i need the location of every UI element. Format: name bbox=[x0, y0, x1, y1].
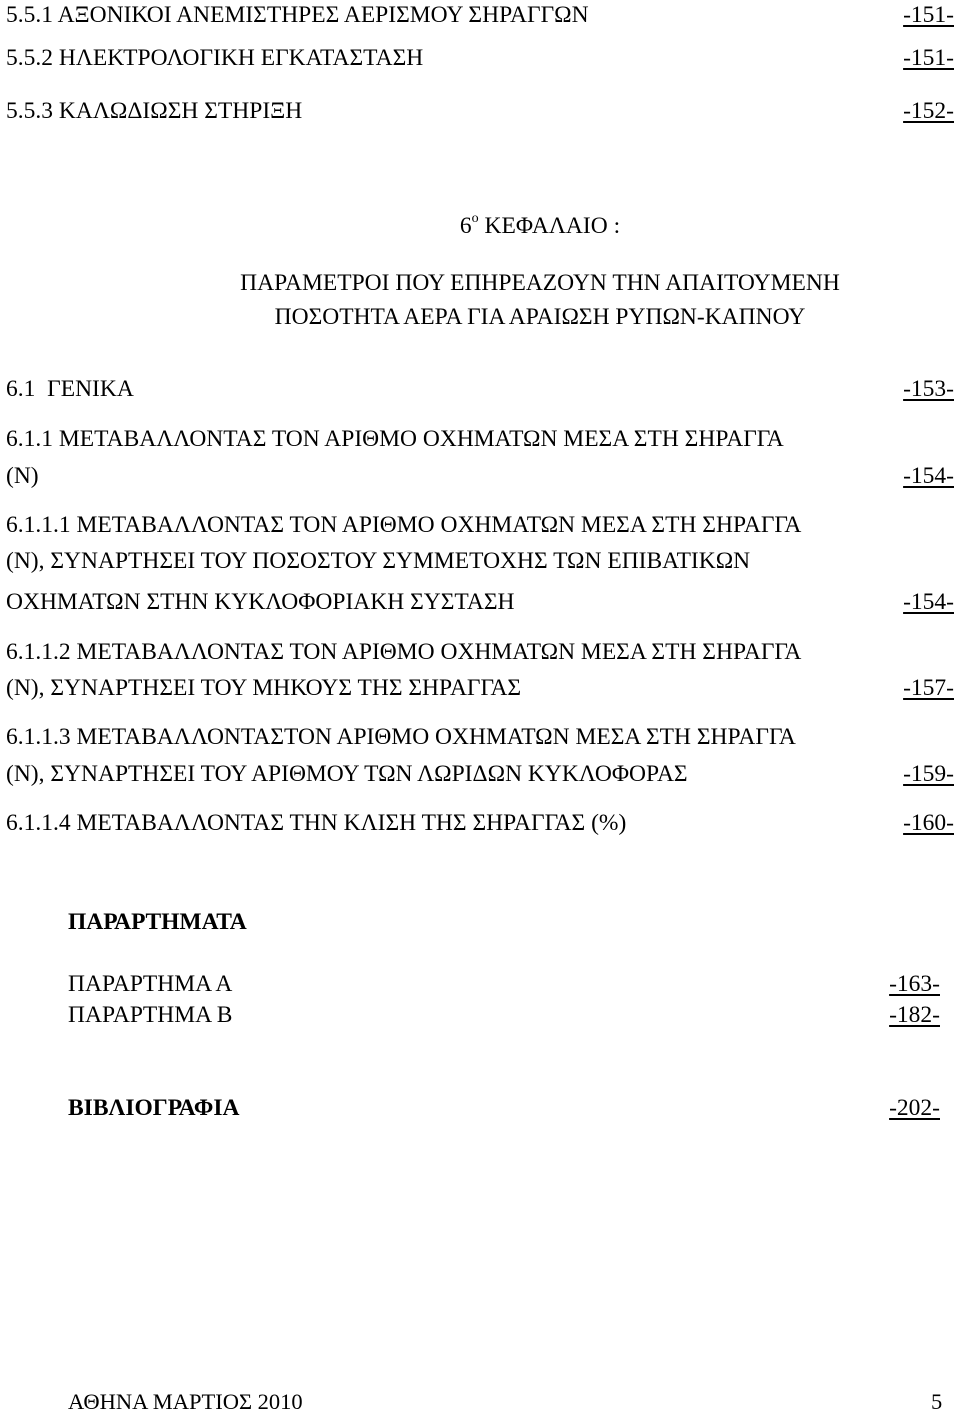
chapter-superscript: ο bbox=[471, 211, 479, 226]
toc-entry-page: -202- bbox=[889, 1095, 940, 1121]
toc-entry-appendix-a[interactable] bbox=[68, 969, 940, 999]
toc-entry-5-5-1[interactable] bbox=[6, 0, 954, 30]
toc-entry-5-5-2[interactable] bbox=[6, 43, 954, 73]
toc-entry-page: -157- bbox=[903, 675, 954, 701]
toc-entry-text: ΟΧΗΜΑΤΩΝ ΣΤΗΝ ΚΥΚΛΟΦΟΡΙΑΚΗ ΣΥΣΤΑΣΗ bbox=[6, 589, 515, 615]
toc-entry-page: -152- bbox=[903, 98, 954, 124]
toc-entry-text: 6.1.1.1 ΜΕΤΑΒΑΛΛΟΝΤΑΣ ΤΟΝ ΑΡΙΘΜΟ ΟΧΗΜΑΤΩΝ ΜΕΣΑ ΣΤΗ ΣΗΡΑΓΓΑ bbox=[6, 512, 802, 538]
toc-entry-6-1-1-line-2[interactable] bbox=[6, 461, 954, 491]
toc-entry-page: -163- bbox=[889, 971, 940, 997]
toc-entry-page: -153- bbox=[903, 376, 954, 402]
chapter-heading bbox=[0, 204, 960, 243]
chapter-title-line-2: ΠΟΣΟΤΗΤΑ ΑΕΡΑ ΓΙΑ ΑΡΑΙΩΣΗ ΡΥΠΩΝ-ΚΑΠΝΟΥ bbox=[274, 304, 806, 330]
footer-location-date: ΑΘΗΝΑ ΜΑΡΤΙΟΣ 2010 bbox=[68, 1389, 303, 1414]
toc-entry-6-1-1-2-line-2[interactable] bbox=[6, 673, 954, 703]
toc-entry-6-1-1-3-line-1[interactable] bbox=[6, 722, 954, 752]
toc-entry-page: -159- bbox=[903, 761, 954, 787]
toc-entry-text: 5.5.2 ΗΛΕΚΤΡΟΛΟΓΙΚΗ ΕΓΚΑΤΑΣΤΑΣΗ bbox=[6, 45, 424, 71]
toc-entry-page: -160- bbox=[903, 810, 954, 836]
toc-entry-text: 6.1.1.2 ΜΕΤΑΒΑΛΛΟΝΤΑΣ ΤΟΝ ΑΡΙΘΜΟ ΟΧΗΜΑΤΩΝ ΜΕΣΑ ΣΤΗ ΣΗΡΑΓΓΑ bbox=[6, 639, 802, 665]
toc-entry-5-5-3[interactable] bbox=[6, 96, 954, 126]
appendices-heading bbox=[68, 907, 940, 937]
toc-entry-text: 5.5.3 ΚΑΛΩΔΙΩΣΗ ΣΤΗΡΙΞΗ bbox=[6, 98, 303, 124]
toc-entry-6-1-1-line-1[interactable] bbox=[6, 424, 954, 454]
toc-entry-page: -151- bbox=[903, 2, 954, 28]
toc-entry-text: (Ν) bbox=[6, 463, 39, 489]
toc-entry-page: -154- bbox=[903, 589, 954, 615]
toc-entry-text: (Ν), ΣΥΝΑΡΤΗΣΕΙ ΤΟΥ ΠΟΣΟΣΤΟΥ ΣΥΜΜΕΤΟΧΗΣ ΤΩΝ ΕΠΙΒΑΤΙΚΩΝ bbox=[6, 548, 751, 574]
toc-entry-page: -154- bbox=[903, 463, 954, 489]
toc-entry-text: 6.1.1.3 ΜΕΤΑΒΑΛΛΟΝΤΑΣΤΟΝ ΑΡΙΘΜΟ ΟΧΗΜΑΤΩΝ ΜΕΣΑ ΣΤΗ ΣΗΡΑΓΓΑ bbox=[6, 724, 796, 750]
footer-page-number: 5 bbox=[931, 1389, 943, 1414]
toc-entry-6-1-1-1-line-2[interactable] bbox=[6, 546, 954, 576]
toc-entry-page: -151- bbox=[903, 45, 954, 71]
appendices-heading-text: ΠΑΡΑΡΤΗΜΑΤΑ bbox=[68, 909, 247, 935]
toc-entry-text: ΒΙΒΛΙΟΓΡΑΦΙΑ bbox=[68, 1095, 240, 1121]
toc-entry-6-1-1-4[interactable] bbox=[6, 808, 954, 838]
toc-entry-text: 5.5.1 ΑΞΟΝΙΚΟΙ ΑΝΕΜΙΣΤΗΡΕΣ ΑΕΡΙΣΜΟΥ ΣΗΡΑΓΓΩΝ bbox=[6, 2, 589, 28]
toc-entry-text: ΠΑΡΑΡΤΗΜΑ Β bbox=[68, 1002, 233, 1028]
chapter-number: 6 bbox=[459, 212, 472, 239]
toc-entry-6-1[interactable] bbox=[6, 374, 954, 404]
toc-entry-bibliography[interactable] bbox=[68, 1093, 940, 1123]
toc-entry-6-1-1-3-line-2[interactable] bbox=[6, 759, 954, 789]
toc-entry-page: -182- bbox=[889, 1002, 940, 1028]
chapter-label: ΚΕΦΑΛΑΙΟ : bbox=[478, 212, 621, 239]
toc-entry-6-1-1-2-line-1[interactable] bbox=[6, 637, 954, 667]
toc-entry-text: 6.1 ΓΕΝΙΚΑ bbox=[6, 376, 134, 402]
toc-entry-text: (Ν), ΣΥΝΑΡΤΗΣΕΙ ΤΟΥ ΜΗΚΟΥΣ ΤΗΣ ΣΗΡΑΓΓΑΣ bbox=[6, 675, 522, 701]
toc-entry-text: ΠΑΡΑΡΤΗΜΑ Α bbox=[68, 971, 233, 997]
toc-entry-text: 6.1.1.4 ΜΕΤΑΒΑΛΛΟΝΤΑΣ ΤΗΝ ΚΛΙΣΗ ΤΗΣ ΣΗΡΑΓΓΑΣ (%) bbox=[6, 810, 627, 836]
chapter-title-line-1: ΠΑΡΑΜΕΤΡΟΙ ΠΟΥ ΕΠΗΡΕΑΖΟΥΝ ΤΗΝ ΑΠΑΙΤΟΥΜΕΝΗ bbox=[240, 270, 840, 296]
toc-entry-appendix-b[interactable] bbox=[68, 1000, 940, 1030]
toc-entry-text: (Ν), ΣΥΝΑΡΤΗΣΕΙ ΤΟΥ ΑΡΙΘΜΟΥ ΤΩΝ ΛΩΡΙΔΩΝ ΚΥΚΛΟΦΟΡΑΣ bbox=[6, 761, 688, 787]
toc-entry-text: 6.1.1 ΜΕΤΑΒΑΛΛΟΝΤΑΣ ΤΟΝ ΑΡΙΘΜΟ ΟΧΗΜΑΤΩΝ ΜΕΣΑ ΣΤΗ ΣΗΡΑΓΓΑ bbox=[6, 426, 784, 452]
toc-entry-6-1-1-1-line-1[interactable] bbox=[6, 510, 954, 540]
toc-entry-6-1-1-1-line-3[interactable] bbox=[6, 587, 954, 617]
